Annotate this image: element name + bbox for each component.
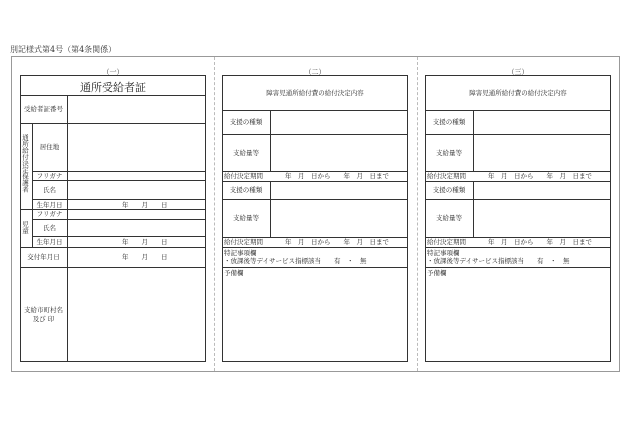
- issue-date-value: 年 月 日: [122, 253, 168, 261]
- p2-special-label: 特記事項欄: [224, 249, 257, 257]
- panel1-number: （一）: [102, 68, 124, 76]
- form-caption: 別記様式第4号（第4条関係）: [10, 45, 117, 54]
- rule: [20, 123, 206, 124]
- p2-support-type-label: 支援の種類: [229, 118, 263, 126]
- p3-amount-label: 支給量等: [436, 149, 462, 157]
- p2-special-item: ・放課後等デイサービス指標該当 有 ・ 無: [224, 257, 367, 265]
- rule: [425, 247, 611, 248]
- p3-support-type-label-2: 支援の種類: [432, 186, 466, 194]
- child-group-label: 児童: [21, 221, 29, 234]
- municipality-seal-label: 及び 印: [32, 315, 55, 323]
- panel2-title: 障害児通所給付費の給付決定内容: [266, 89, 364, 97]
- panel3-number: （三）: [507, 68, 529, 76]
- rule: [473, 110, 474, 171]
- p2-period-label: 給付決定期間: [224, 172, 263, 180]
- rule: [222, 199, 408, 200]
- p2-amount-label-2: 支給量等: [233, 214, 259, 222]
- rule: [270, 181, 271, 237]
- rule: [67, 95, 68, 362]
- rule: [473, 181, 474, 237]
- guardian-birth-value: 年 月 日: [122, 201, 168, 209]
- rule: [425, 267, 611, 268]
- rule: [222, 110, 408, 111]
- address-label: 居住地: [39, 143, 60, 151]
- p2-support-type-label-2: 支援の種類: [229, 186, 263, 194]
- rule: [222, 181, 408, 182]
- p3-special-label: 特記事項欄: [427, 249, 460, 257]
- p3-period-label-2: 給付決定期間: [427, 238, 466, 246]
- p3-period-value-2: 年 月 日から 年 月 日まで: [488, 238, 592, 246]
- rule: [32, 180, 206, 181]
- rule: [20, 95, 206, 96]
- p3-support-type-label: 支援の種類: [432, 118, 466, 126]
- guardian-birth-label: 生年月日: [36, 201, 63, 209]
- p2-amount-label: 支給量等: [233, 149, 259, 157]
- rule: [425, 181, 611, 182]
- cert-number-label: 受給者証番号: [24, 105, 63, 113]
- p3-period-label: 給付決定期間: [427, 172, 466, 180]
- rule: [32, 219, 206, 220]
- panel3-title: 障害児通所給付費の給付決定内容: [469, 89, 567, 97]
- p3-special-item: ・放課後等デイサービス指標該当 有 ・ 無: [427, 257, 570, 265]
- issue-date-label: 交付年月日: [27, 253, 60, 261]
- p2-period-value: 年 月 日から 年 月 日まで: [285, 172, 389, 180]
- child-furigana-label: フリガナ: [36, 210, 63, 218]
- p3-period-value: 年 月 日から 年 月 日まで: [488, 172, 592, 180]
- guardian-name-label: 氏名: [43, 186, 56, 194]
- rule: [222, 247, 408, 248]
- rule: [425, 199, 611, 200]
- rule: [425, 134, 611, 135]
- guardian-group-label: 通所給付決定保護者: [21, 134, 29, 193]
- p2-period-label-2: 給付決定期間: [224, 238, 263, 246]
- rule: [32, 236, 206, 237]
- fold-line-1: [214, 57, 215, 371]
- rule: [20, 267, 206, 268]
- fold-line-2: [417, 57, 418, 371]
- child-birth-value: 年 月 日: [122, 238, 168, 246]
- panel1-title: 通所受給者証: [80, 81, 146, 94]
- rule: [32, 199, 206, 200]
- child-birth-label: 生年月日: [36, 238, 63, 246]
- rule: [20, 247, 206, 248]
- guardian-furigana-label: フリガナ: [36, 172, 63, 180]
- panel2-number: （二）: [304, 68, 326, 76]
- rule: [270, 110, 271, 171]
- p3-reserve-label: 予備欄: [427, 269, 447, 277]
- rule: [425, 110, 611, 111]
- p2-period-value-2: 年 月 日から 年 月 日まで: [285, 238, 389, 246]
- child-name-label: 氏名: [43, 224, 56, 232]
- p2-reserve-label: 予備欄: [224, 269, 244, 277]
- rule: [222, 134, 408, 135]
- municipality-label: 支給市町村名: [24, 306, 63, 314]
- p3-amount-label-2: 支給量等: [436, 214, 462, 222]
- rule: [222, 267, 408, 268]
